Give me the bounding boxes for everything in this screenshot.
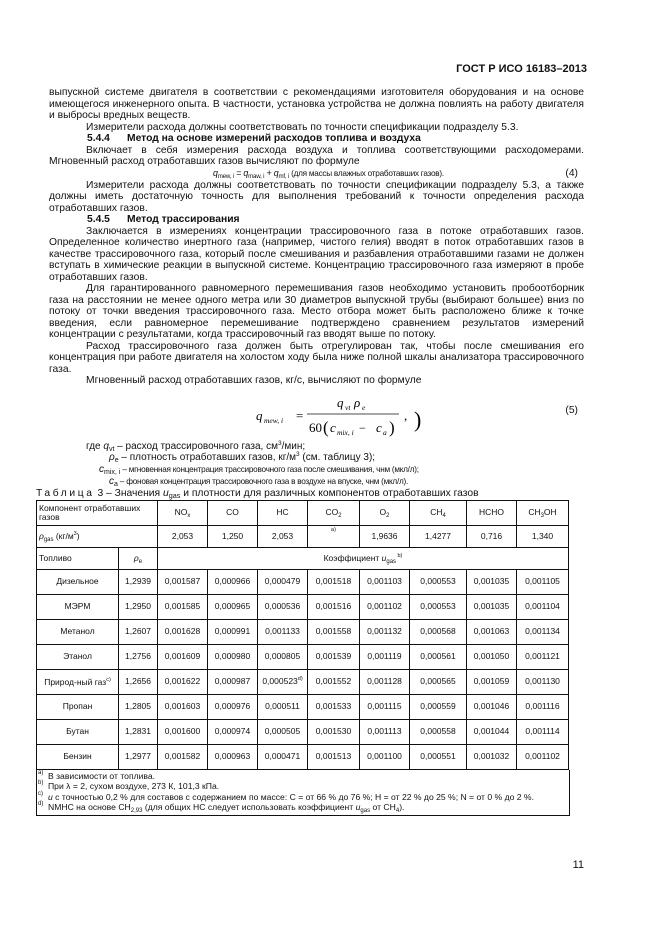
eq5-paren-open: ( [323, 417, 329, 437]
eq5-c1: c [330, 419, 336, 435]
legend-superscript: 3 [277, 439, 282, 447]
coefficient-cell: 0,000559 [410, 694, 467, 719]
eq5-numer-sub: vt [345, 402, 351, 412]
coefficient-cell: 0,001603 [158, 694, 208, 719]
fuel-name: Этанол [37, 644, 119, 669]
section-heading-5-4-4 [49, 133, 584, 145]
coefficient-cell: 0,001582 [158, 744, 208, 769]
density-value: 1,9636 [360, 525, 410, 547]
caption-word: Таблица [36, 487, 95, 499]
fuel-label: Топливо [37, 547, 119, 569]
component-label: Компонент отработавших газов [37, 500, 158, 525]
coefficient-cell: 0,001059 [467, 669, 517, 694]
component-header: $O_2$ [360, 500, 410, 525]
coefficient-cell: 0,001100 [360, 744, 410, 769]
coefficient-cell: 0,001609 [158, 644, 208, 669]
coefficient-cell: 0,001622 [158, 669, 208, 694]
component-header: $CH_3OH$ [517, 500, 569, 525]
eq-symbol: q [213, 167, 218, 178]
density-value: 1,4277 [410, 525, 467, 547]
caption-symbol: u [163, 487, 169, 499]
fuel-name: МЭРМ [37, 594, 119, 619]
fuel-density: 1,2756 [119, 644, 158, 669]
fuel-density: 1,2805 [119, 694, 158, 719]
table-row [37, 569, 569, 594]
coefficient-cell: 0,001128 [360, 669, 410, 694]
coefficient-cell: 0,000536 [258, 594, 308, 619]
eq5-numer: q [337, 394, 344, 410]
paragraph: Включает в себя измерения расхода воздуха и топлива соответствующими расходомерами. Мгновенный расход отработавших газов вычисляют по формуле [49, 144, 584, 167]
fuel-density: 1,2607 [119, 619, 158, 644]
legend-symbol: q [103, 440, 109, 452]
eq-note: (для массы влажных отработавших газов). [289, 168, 444, 178]
coefficient-cell: 0,001516 [308, 594, 360, 619]
coefficient-cell: 0,000505 [258, 719, 308, 744]
table-row [37, 644, 569, 669]
legend-prefix: где [86, 440, 104, 452]
fuel-density: 1,2831 [119, 719, 158, 744]
coefficient-cell: 0,000511 [258, 694, 308, 719]
coefficient-cell: 0,000805 [258, 644, 308, 669]
paragraph: выпускной системе двигателя в соответствии с рекомендациями изготовителя оборудования и на основе имеющегося инженерного опыта. В частности, установка устройства не должна повлиять на работу двигателя и выбросы вредных веществ. [49, 87, 584, 121]
coefficient-cell: 0,001518 [308, 569, 360, 594]
note-d: d) NMHC на основе $CH_{2,93}$ (для общих НС следует использовать коэффициент $u_{gas}$ от $CH_4$). [38, 800, 405, 814]
coefficient-cell: 0,000479 [258, 569, 308, 594]
table-row [37, 719, 569, 744]
coefficient-cell: 0,000991 [208, 619, 258, 644]
eq-operator: + [264, 167, 274, 178]
fuel-name: Пропан [37, 694, 119, 719]
fuel-density: 1,2977 [119, 744, 158, 769]
page-number: 11 [572, 859, 584, 871]
coefficient-cell: 0,001104 [517, 594, 569, 619]
section-number: 5.4.5 [87, 214, 110, 225]
paragraph: Мгновенный расход отработавших газов, кг/с, вычисляют по формуле [86, 375, 422, 386]
eq-operator: = [233, 167, 244, 178]
coefficient-cell: 0,001133 [258, 619, 308, 644]
equation-5 [49, 387, 584, 441]
paragraph: Заключается в измерениях концентрации трассировочного газа в потоке отработавших газов. Определенное количество инертного газа (например, чистого гелия) вводят в поток отработавших газов в качестве трассировочного газа, который после смешивания и разбавления отработавшими газами не должен вступать в химические реакции в выпускной системе. Концентрацию трассировочного газа измеряют в пробе отработавших газов. [49, 225, 584, 283]
paragraph: Измерители расхода должны соответствовать по точности спецификации подразделу 5.3. [86, 121, 519, 133]
page-body [36, 87, 584, 816]
note-c: c) u с точностью 0,2 % для составов с содержанием по массе: С = от 66 % до 76 %; Н = от 22 % до 25 %; N = от 0 % до 2 %. [38, 790, 534, 802]
table-notes [36, 770, 570, 817]
note-a: a) В зависимости от топлива. [38, 769, 156, 781]
fuel-name: Метанол [37, 619, 119, 644]
eq5-equals: = [296, 407, 304, 423]
eq5-rho-sub: e [362, 402, 366, 412]
density-value: 0,716 [467, 525, 517, 547]
legend-subscript: e [114, 457, 119, 465]
table-row [37, 547, 569, 569]
coefficient-cell: 0,001587 [158, 569, 208, 594]
coefficient-cell: 0,000558 [410, 719, 467, 744]
coefficient-cell: 0,001044 [467, 719, 517, 744]
coefficient-cell: 0,001116 [517, 694, 569, 719]
fuel-name: Бутан [37, 719, 119, 744]
eq5-rho: ρ [354, 394, 361, 410]
eq5-lhs: q [256, 407, 263, 423]
density-value: 2,053 [158, 525, 208, 547]
coefficient-cell: 0,001558 [308, 619, 360, 644]
eq5-c2-sub: a [383, 427, 387, 437]
paragraph: Расход трассировочного газа должен быть отрегулирован так, чтобы после смешивания его концентрация при работе двигателя на холостом ходу была ниже полной шкалы анализатора трассировочного газа. [49, 340, 584, 375]
eq5-c2: c [376, 419, 382, 435]
legend-subscript: mix, i [104, 469, 121, 477]
equation-number: (4) [565, 167, 578, 179]
coefficient-cell: 0,000963 [208, 744, 258, 769]
eq5-c1-sub: mix, i [337, 427, 354, 437]
coefficient-cell: 0,001130 [517, 669, 569, 694]
coefficient-cell: 0,001533 [308, 694, 360, 719]
density-label: $\rho_{gas}$ $(кг/м^3)$ [37, 525, 158, 547]
eq-subscript: mew, i [217, 172, 234, 180]
coefficient-cell: 0,001552 [308, 669, 360, 694]
coefficient-cell: 0,001114 [517, 719, 569, 744]
coefficient-cell: 0,001032 [467, 744, 517, 769]
legend-symbol: c [109, 475, 114, 487]
fuel-name: Дизельное [37, 569, 119, 594]
caption-number: 3 [94, 487, 107, 499]
coefficient-cell: 0,000976 [208, 694, 258, 719]
coefficient-cell: 0,000568 [410, 619, 467, 644]
legend-text: – расход трассировочного газа, см [114, 440, 278, 452]
coefficient-cell: 0,000565 [410, 669, 467, 694]
coefficient-cell: 0,001105 [517, 569, 569, 594]
data-table [36, 500, 569, 770]
density-value: 1,340 [517, 525, 569, 547]
table-row [37, 594, 569, 619]
coefficient-cell: 0,001115 [360, 694, 410, 719]
coefficient-cell: 0,000966 [208, 569, 258, 594]
component-header: $NO_x$ [158, 500, 208, 525]
coefficient-cell: 0,001050 [467, 644, 517, 669]
coefficient-cell: 0,000965 [208, 594, 258, 619]
coefficient-cell: 0,000553 [410, 594, 467, 619]
fuel-density: 1,2950 [119, 594, 158, 619]
coefficient-cell: 0,001035 [467, 569, 517, 594]
legend-subscript: a [114, 480, 118, 488]
coefficient-cell: 0,000980 [208, 644, 258, 669]
caption-subscript: gas [168, 490, 181, 500]
coefficient-cell: 0,001119 [360, 644, 410, 669]
legend-superscript: 3 [296, 451, 300, 459]
coefficient-cell: 0,000523$^{d)}$ [258, 669, 308, 694]
caption-text: – Значения [106, 487, 163, 499]
coefficient-cell: 0,001539 [308, 644, 360, 669]
eq-symbol: q [273, 167, 279, 178]
coefficient-cell: 0,000561 [410, 644, 467, 669]
eq-symbol: q [243, 167, 249, 178]
coefficient-cell: 0,000471 [258, 744, 308, 769]
table-caption [36, 488, 584, 500]
legend-text: /мин; [281, 440, 306, 452]
coefficient-label: Коэффициент $u_{gas}$ $^{b)}$ [158, 547, 569, 569]
legend-text: – плотность отработавших газов, кг/м [118, 452, 296, 464]
symbol-legend [49, 441, 584, 488]
component-header: CO [208, 500, 258, 525]
coefficient-cell: 0,001513 [308, 744, 360, 769]
legend-symbol: c [99, 464, 104, 476]
equation-number: (5) [565, 404, 578, 416]
eq5-lhs-sub: mew, i [264, 415, 284, 425]
eq-subscript: maw, i [248, 172, 265, 180]
table-row [37, 525, 569, 547]
component-header: HCHO [467, 500, 517, 525]
eq5-den-pre: 60 [309, 419, 322, 435]
coefficient-cell: 0,000553 [410, 569, 467, 594]
eq5-bracket: ) [414, 406, 422, 432]
equation-4-body [213, 168, 444, 178]
coefficient-cell: 0,000987 [208, 669, 258, 694]
paragraph: Измерители расхода должны соответствовать по точности спецификации подразделу 5.3, а также должны иметь достаточную точность для выполнения требований к точности определения расхода отработавших газов. [49, 179, 584, 214]
eq5-minus: − [359, 420, 366, 435]
section-heading-5-4-5 [49, 214, 584, 226]
legend-text: – фоновая концентрация трассировочного газа в воздухе на впуске, чнм (мкл/л). [117, 476, 408, 486]
eq-subscript: mf, i [278, 172, 290, 180]
coefficient-cell: 0,001063 [467, 619, 517, 644]
coefficient-cell: 0,001113 [360, 719, 410, 744]
component-header: $CH_4$ [410, 500, 467, 525]
document-header: ГОСТ Р ИСО 16183–2013 [456, 63, 587, 75]
coefficient-cell: 0,001628 [158, 619, 208, 644]
fuel-name: Природ-ный газ$^{c)}$ [37, 669, 119, 694]
density-value: 1,250 [208, 525, 258, 547]
table-row [37, 500, 569, 525]
component-header: $CO_2$ [308, 500, 360, 525]
eq5-paren-close: ) [389, 417, 395, 437]
equation-5-graphic [49, 387, 529, 441]
coefficient-cell: 0,001121 [517, 644, 569, 669]
coefficient-cell: 0,001046 [467, 694, 517, 719]
eq5-comma: , [404, 407, 408, 423]
fuel-density: 1,2656 [119, 669, 158, 694]
table-row [37, 669, 569, 694]
section-number: 5.4.4 [87, 133, 110, 144]
rho-e-label: $\rho_e$ [119, 547, 158, 569]
caption-text: и плотности для различных компонентов отработавших газов [180, 487, 479, 499]
table-row [37, 744, 569, 769]
note-b: b) При λ = 2, сухом воздухе, 273 К, 101,3 кПа. [38, 780, 220, 792]
density-value: 2,053 [258, 525, 308, 547]
coefficient-cell: 0,001103 [360, 569, 410, 594]
coefficient-cell: 0,000974 [208, 719, 258, 744]
legend-symbol: ρ [109, 452, 115, 464]
coefficient-cell: 0,001530 [308, 719, 360, 744]
legend-text: – мгновенная концентрация трассировочного газа после смешивания, чнм (мкл/л); [120, 465, 419, 475]
table-row [37, 619, 569, 644]
section-title: Метод на основе измерений расходов топлива и воздуха [127, 133, 421, 144]
fuel-density: 1,2939 [119, 569, 158, 594]
density-value: a) [308, 525, 360, 547]
equation-4 [49, 168, 584, 180]
coefficient-cell: 0,001102 [360, 594, 410, 619]
coefficient-cell: 0,001600 [158, 719, 208, 744]
section-title: Метод трассирования [127, 214, 240, 225]
coefficient-cell: 0,001132 [360, 619, 410, 644]
legend-subscript: vt [108, 445, 115, 453]
legend-text: (см. таблицу 3); [299, 452, 376, 464]
fuel-name: Бензин [37, 744, 119, 769]
component-header: HC [258, 500, 308, 525]
coefficient-cell: 0,000551 [410, 744, 467, 769]
table-row [37, 694, 569, 719]
paragraph: Для гарантированного равномерного перемешивания газов необходимо установить пробоотборник газа на расстоянии не менее одного метра или 30 диаметров выпускной трубы (выбирают большее) вниз по потоку от точки введения трассировочного газа. Место отбора может быть расположено ближе к точке введения, если равномерное перемешивание подтверждено сравнением результатов измерений концентрации с результатами, когда трассировочный газ вводят выше по потоку. [49, 283, 584, 340]
coefficient-cell: 0,001102 [517, 744, 569, 769]
coefficient-cell: 0,001134 [517, 619, 569, 644]
coefficient-cell: 0,001035 [467, 594, 517, 619]
coefficient-cell: 0,001585 [158, 594, 208, 619]
